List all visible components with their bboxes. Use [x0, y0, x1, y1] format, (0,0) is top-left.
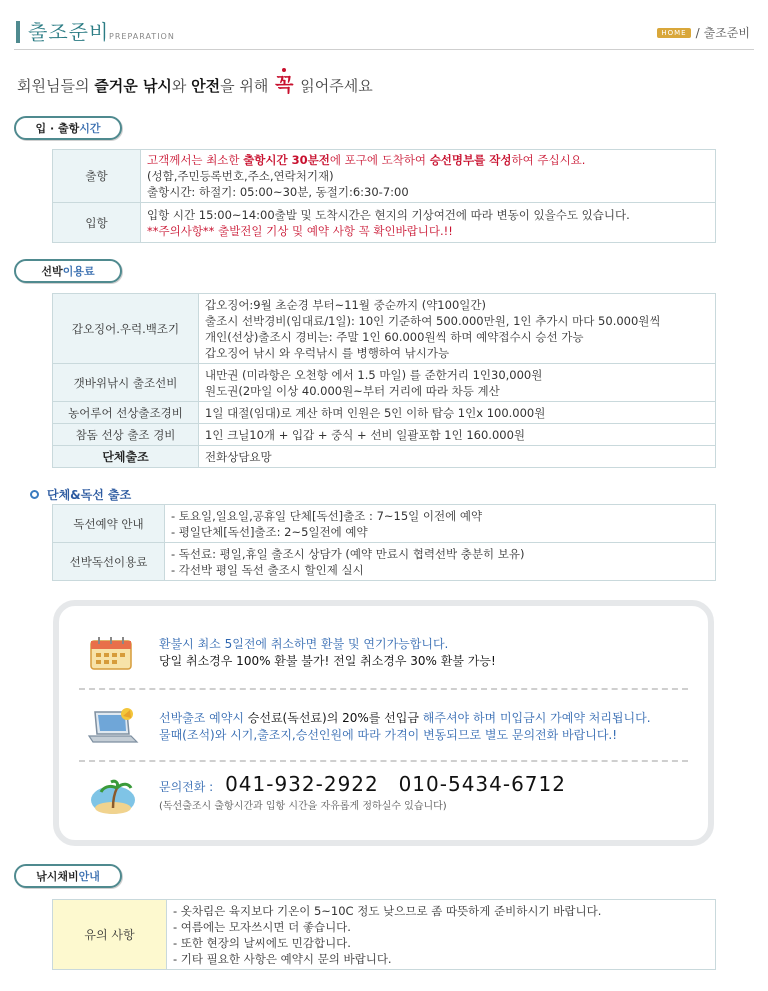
calendar-icon — [83, 633, 141, 673]
contact-note: (독선출조시 출항시간과 입항 시간을 자유롭게 정하실수 있습니다) — [159, 801, 447, 812]
departure-line-3: 출항시간: 하절기: 05:00~30분, 동절기:6:30-7:00 — [147, 185, 409, 199]
departure-text-a: 고객께서는 최소한 — [147, 153, 244, 167]
headline-bold-1: 즐거운 낚시 — [94, 77, 172, 95]
row-label: 입항 — [53, 203, 141, 243]
pill-text: 낚시채비 — [36, 870, 79, 883]
refund-text — [159, 636, 496, 670]
refund-notice — [79, 628, 688, 678]
gear-line: - 또한 현장의 날씨에도 민감합니다. — [173, 935, 351, 950]
deposit-line-2: 물때(조석)와 시기,출조지,승선인원에 따라 가격이 변동되므로 별도 문의전화 바랍니다.! — [159, 728, 618, 742]
page-header — [14, 14, 754, 50]
notice-box — [53, 600, 714, 846]
charter-line: - 독선료: 평일,휴일 출조시 상담가 (예약 만료시 협력선박 충분히 보유) — [171, 546, 525, 561]
departure-text-d: 승선명부를 작성 — [429, 153, 512, 167]
headline-text-4: 읽어주세요 — [295, 77, 373, 95]
fees-table — [52, 293, 716, 468]
row-label: 단체출조 — [53, 446, 199, 468]
bullet-circle-icon — [30, 490, 39, 499]
headline — [17, 70, 373, 97]
breadcrumb-current: 출조준비 — [703, 26, 750, 40]
table-row — [53, 364, 716, 402]
departure-text-e: 하여 주십시요. — [511, 153, 586, 167]
laptop-icon — [83, 706, 141, 746]
contact-label: 문의전화 : — [159, 780, 214, 794]
row-value: 1일 대절(임대)로 계산 하며 인원은 5인 이하 탑승 1인x 100.000원 — [199, 402, 716, 424]
table-row — [53, 294, 716, 364]
row-value — [199, 364, 716, 402]
arrival-line-2: **주의사항** 출발전일 기상 및 예약 사항 꼭 확인바랍니다.!! — [147, 223, 453, 238]
row-value: 전화상담요망 — [199, 446, 716, 468]
section-pill-times — [14, 116, 122, 140]
home-link[interactable]: HOME — [657, 28, 690, 38]
deposit-line-1 — [159, 710, 651, 727]
phone-number-2[interactable]: 010-5434-6712 — [398, 772, 566, 796]
departure-line-1 — [147, 152, 709, 168]
row-label: 참돔 선상 출조 경비 — [53, 424, 199, 446]
contact-text — [159, 772, 566, 815]
row-label: 독선예약 안내 — [53, 505, 165, 543]
page-subtitle: PREPARATION — [109, 32, 175, 41]
title-bar-accent — [16, 21, 20, 43]
contact-notice — [79, 772, 688, 828]
divider — [79, 760, 688, 762]
refund-line-1: 환불시 최소 5일전에 취소하면 환불 및 연기가능합니다. — [159, 637, 449, 651]
pill-highlight: 시간 — [79, 122, 101, 135]
group-charter-title: 단체&독선 출조 — [47, 488, 132, 502]
gear-line: - 옷차림은 육지보다 기온이 5~10C 정도 낮으므로 좀 따뜻하게 준비하시기 바랍니다. — [173, 903, 602, 918]
fee-line: 개인(선상)출조시 경비는: 주말 1인 60.000원씩 하며 예약접수시 승선 가능 — [205, 329, 584, 344]
headline-text-2: 와 — [171, 77, 192, 95]
charter-line: - 평일단체[독선]출조: 2~5일전에 예약 — [171, 524, 368, 539]
gear-table — [52, 899, 716, 970]
row-value — [141, 150, 716, 203]
table-row — [53, 543, 716, 581]
fee-line: 원도권(2마일 이상 40.000원~부터 거리에 따라 차등 계산 — [205, 383, 500, 398]
contact-line — [159, 772, 566, 796]
divider — [79, 688, 688, 690]
deposit-text-b: 승선료(독선료)의 20%를 선입금 — [247, 711, 419, 725]
headline-text-3: 을 위해 — [220, 77, 274, 95]
deposit-notice — [79, 702, 688, 752]
refund-line-2: 당일 취소경우 100% 환불 불가! 전일 취소경우 30% 환불 가능! — [159, 654, 496, 668]
table-row — [53, 424, 716, 446]
fee-line: 갑오징어 낚시 와 우럭낚시 를 병행하여 낚시가능 — [205, 345, 450, 360]
table-row — [53, 150, 716, 203]
phone-number-1[interactable]: 041-932-2922 — [225, 772, 379, 796]
row-label: 유의 사항 — [53, 900, 167, 970]
row-label: 갯바위낚시 출조선비 — [53, 364, 199, 402]
table-row — [53, 402, 716, 424]
pill-highlight: 이용료 — [62, 265, 95, 278]
row-label: 농어루어 선상출조경비 — [53, 402, 199, 424]
row-value — [199, 294, 716, 364]
pill-highlight: 안내 — [78, 870, 100, 883]
charter-line: - 토요일,일요일,공휴일 단체[독선]출조 : 7~15일 이전에 예약 — [171, 508, 483, 523]
headline-bold-2: 안전 — [191, 77, 221, 95]
arrival-line-1: 입항 시간 15:00~14:00출발 및 도착시간은 현지의 기상여건에 따라 변동이 있을수도 있습니다. — [147, 207, 630, 222]
gear-line: - 여름에는 모자쓰시면 더 좋습니다. — [173, 919, 351, 934]
departure-line-2: (성함,주민등록번호,주소,연락처기재) — [147, 169, 334, 183]
row-label: 출항 — [53, 150, 141, 203]
deposit-text-c: 해주셔야 하며 미입금시 가예약 처리됩니다. — [418, 711, 651, 725]
fee-line: 내만권 (미라항은 오천항 에서 1.5 마일) 를 준한거리 1인30,000원 — [205, 367, 543, 382]
row-label: 갑오징어.우럭.백조기 — [53, 294, 199, 364]
row-value — [165, 543, 716, 581]
deposit-text — [159, 710, 651, 744]
departure-text-b: 출항시간 30분전 — [243, 153, 330, 167]
breadcrumb — [657, 24, 750, 41]
departure-text-c: 에 포구에 도착하여 — [329, 153, 430, 167]
pill-text: 입 · 출항 — [35, 122, 80, 135]
row-label: 선박독선이용료 — [53, 543, 165, 581]
fee-line: 출조시 선박경비(임대료/1일): 10인 기준하여 500.000만원, 1인 추가시 마다 50.000원씩 — [205, 313, 661, 328]
table-row — [53, 446, 716, 468]
page-title: 출조준비 — [28, 20, 110, 44]
times-table — [52, 149, 716, 243]
section-pill-gear — [14, 864, 122, 888]
breadcrumb-separator: / — [695, 25, 700, 40]
table-row — [53, 203, 716, 243]
headline-must: 꼭 — [275, 74, 294, 96]
charter-line: - 각선박 평일 독선 출조시 할인제 실시 — [171, 562, 364, 577]
island-icon — [83, 778, 141, 818]
pill-text: 선박 — [41, 265, 63, 278]
table-row — [53, 900, 716, 970]
fee-line: 갑오징어:9월 초순경 부터~11월 중순까지 (약100일간) — [205, 297, 486, 312]
headline-text-1: 회원님들의 — [17, 77, 95, 95]
row-value: 1인 크닐10개 + 입갑 + 중식 + 선비 일괄포함 1인 160.000원 — [199, 424, 716, 446]
section-pill-fees — [14, 259, 122, 283]
row-value — [165, 505, 716, 543]
table-row — [53, 505, 716, 543]
row-value — [167, 900, 716, 970]
row-value — [141, 203, 716, 243]
group-charter-heading — [30, 486, 131, 503]
gear-line: - 기타 필요한 사항은 예약시 문의 바랍니다. — [173, 951, 392, 966]
deposit-text-a: 선박출조 예약시 — [159, 711, 248, 725]
charter-table — [52, 504, 716, 581]
